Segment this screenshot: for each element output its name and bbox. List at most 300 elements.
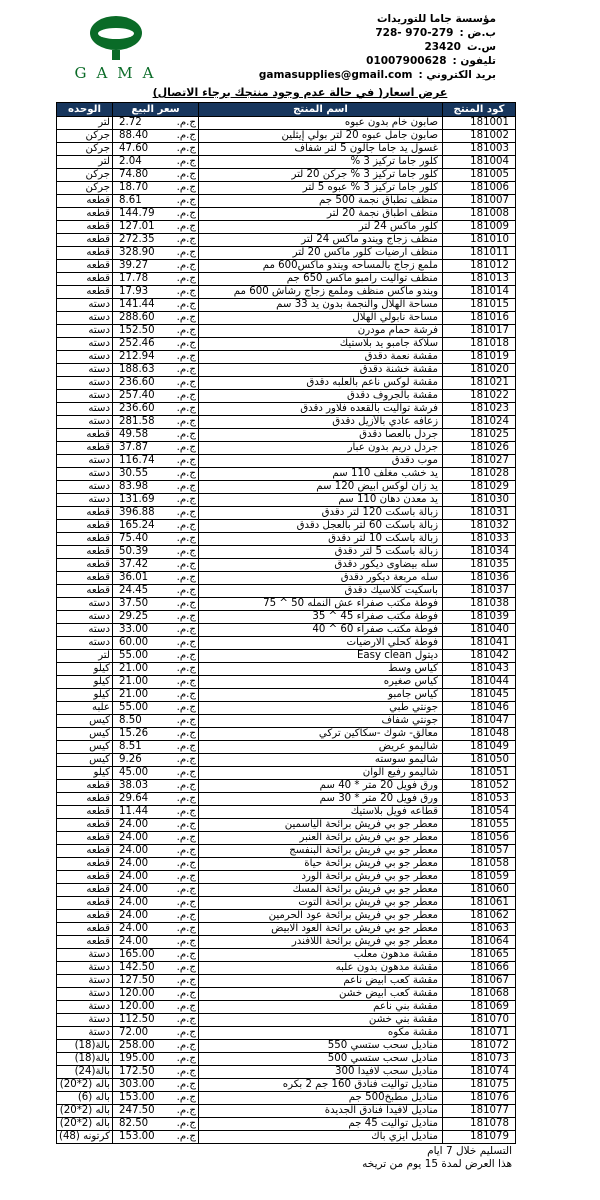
price-value: 9.26 — [119, 754, 142, 765]
cell-code: 181046 — [443, 702, 516, 715]
price-currency: ج.م. — [176, 858, 196, 869]
table-row — [57, 468, 516, 481]
table-row — [57, 897, 516, 910]
cell-name: مساحة الهلال والنجمة بدون يد 33 سم — [199, 299, 443, 312]
price-value: 2.04 — [119, 156, 142, 167]
price-value: 17.78 — [119, 273, 149, 284]
price-currency: ج.م. — [176, 1014, 196, 1025]
price-value: 60.00 — [119, 637, 149, 648]
cell-name: منظف ارضيات كلور ماكس 20 لتر — [199, 247, 443, 260]
price-currency: ج.م. — [176, 741, 196, 752]
price-currency: ج.م. — [176, 286, 196, 297]
table-row — [57, 338, 516, 351]
column-header-unit: الوحده — [57, 103, 113, 117]
cell-name: يد زان لوكس ابيض 120 سم — [199, 481, 443, 494]
cell-unit: قطعه — [57, 858, 113, 871]
cell-price — [113, 559, 199, 572]
cell-name: فوطة كحلي الارضيات — [199, 637, 443, 650]
cell-price — [113, 832, 199, 845]
cell-unit: دسته — [57, 364, 113, 377]
cell-name: مناديل سحب ستسي 550 — [199, 1040, 443, 1053]
price-currency: ج.م. — [176, 507, 196, 518]
cell-code: 181064 — [443, 936, 516, 949]
cell-unit: قطعه — [57, 780, 113, 793]
cell-code: 181032 — [443, 520, 516, 533]
price-value: 303.00 — [119, 1079, 155, 1090]
cell-code: 181055 — [443, 819, 516, 832]
price-currency: ج.م. — [176, 546, 196, 557]
phone-value: 01007900628 — [366, 55, 447, 67]
cell-code: 181034 — [443, 546, 516, 559]
price-currency: ج.م. — [176, 910, 196, 921]
cell-unit: لتر — [57, 117, 113, 130]
cell-code: 181015 — [443, 299, 516, 312]
cell-code: 181036 — [443, 572, 516, 585]
cell-unit: دستة — [57, 1014, 113, 1027]
cell-code: 181073 — [443, 1053, 516, 1066]
cell-code: 181072 — [443, 1040, 516, 1053]
cell-name: معطر جو بي فريش برائحة العود الابيض — [199, 923, 443, 936]
table-row — [57, 819, 516, 832]
table-row — [57, 1092, 516, 1105]
cell-price — [113, 910, 199, 923]
cell-name: جردل دريم بدون عبار — [199, 442, 443, 455]
cell-price — [113, 481, 199, 494]
price-value: 2.72 — [119, 117, 142, 128]
table-row — [57, 949, 516, 962]
cell-code: 181014 — [443, 286, 516, 299]
cell-price — [113, 806, 199, 819]
cell-unit: دسته — [57, 377, 113, 390]
price-value: 39.27 — [119, 260, 149, 271]
cell-unit: كيس — [57, 715, 113, 728]
cell-price — [113, 546, 199, 559]
price-value: 258.00 — [119, 1040, 155, 1051]
cell-price — [113, 208, 199, 221]
price-currency: ج.م. — [176, 637, 196, 648]
price-currency: ج.م. — [176, 403, 196, 414]
cell-name: فوطة مكتب صفراء 60 ^ 40 — [199, 624, 443, 637]
price-value: 49.58 — [119, 429, 149, 440]
price-currency: ج.م. — [176, 117, 196, 128]
price-value: 30.55 — [119, 468, 149, 479]
cell-price — [113, 819, 199, 832]
cell-unit: دسته — [57, 611, 113, 624]
price-currency: ج.م. — [176, 338, 196, 349]
logo-emblem-stem — [112, 50, 120, 60]
cell-code: 181012 — [443, 260, 516, 273]
cell-code: 181001 — [443, 117, 516, 130]
cell-name: ملمع زجاج بالمساحه ويندو ماكس600 مم — [199, 260, 443, 273]
table-row — [57, 1014, 516, 1027]
cell-price — [113, 611, 199, 624]
table-row — [57, 520, 516, 533]
cell-price — [113, 416, 199, 429]
table-row — [57, 1131, 516, 1144]
cell-name: فرشة تواليت بالقعده فلاور دقدق — [199, 403, 443, 416]
cell-unit: جركن — [57, 130, 113, 143]
price-currency: ج.م. — [176, 702, 196, 713]
table-row — [57, 156, 516, 169]
cell-code: 181059 — [443, 871, 516, 884]
cell-price — [113, 767, 199, 780]
cell-name: معطر جو بي فريش برائحة اللافندر — [199, 936, 443, 949]
table-row — [57, 702, 516, 715]
cell-name: معطر جو بي فريش برائحة المسك — [199, 884, 443, 897]
price-value: 29.64 — [119, 793, 149, 804]
price-value: 50.39 — [119, 546, 149, 557]
price-currency: ج.م. — [176, 1053, 196, 1064]
phone-row: تليفون :01007900628 — [366, 55, 496, 67]
cell-name: مقشة مكوه — [199, 1027, 443, 1040]
price-value: 188.63 — [119, 364, 155, 375]
cell-code: 181042 — [443, 650, 516, 663]
cell-unit: دسته — [57, 455, 113, 468]
cell-code: 181020 — [443, 364, 516, 377]
price-currency: ج.م. — [176, 208, 196, 219]
price-currency: ج.م. — [176, 559, 196, 570]
price-currency: ج.م. — [176, 715, 196, 726]
price-currency: ج.م. — [176, 1066, 196, 1077]
cell-name: فرشة حمام مودرن — [199, 325, 443, 338]
price-value: 195.00 — [119, 1053, 155, 1064]
price-currency: ج.م. — [176, 1105, 196, 1116]
cell-code: 181075 — [443, 1079, 516, 1092]
price-currency: ج.م. — [176, 169, 196, 180]
cell-price — [113, 195, 199, 208]
cell-code: 181040 — [443, 624, 516, 637]
price-currency: ج.م. — [176, 793, 196, 804]
cell-unit: دسته — [57, 325, 113, 338]
table-row — [57, 910, 516, 923]
price-currency: ج.م. — [176, 1040, 196, 1051]
cell-price — [113, 598, 199, 611]
cell-unit: دستة — [57, 1027, 113, 1040]
table-row — [57, 572, 516, 585]
cell-price — [113, 988, 199, 1001]
price-currency: ج.م. — [176, 923, 196, 934]
cell-code: 181027 — [443, 455, 516, 468]
cell-unit: دسته — [57, 598, 113, 611]
price-value: 75.40 — [119, 533, 149, 544]
price-value: 24.45 — [119, 585, 149, 596]
price-value: 8.50 — [119, 715, 142, 726]
cell-price — [113, 936, 199, 949]
table-row — [57, 143, 516, 156]
cell-name: موب دقدق — [199, 455, 443, 468]
cell-price — [113, 260, 199, 273]
table-row — [57, 364, 516, 377]
cell-price — [113, 117, 199, 130]
price-value: 24.00 — [119, 936, 149, 947]
price-currency: ج.م. — [176, 585, 196, 596]
cell-code: 181031 — [443, 507, 516, 520]
cell-price — [113, 130, 199, 143]
price-currency: ج.م. — [176, 897, 196, 908]
cell-code: 181039 — [443, 611, 516, 624]
price-currency: ج.م. — [176, 949, 196, 960]
cell-name: منظف زجاج ويندو ماكس 24 لتر — [199, 234, 443, 247]
cell-code: 181076 — [443, 1092, 516, 1105]
cell-price — [113, 221, 199, 234]
cell-code: 181025 — [443, 429, 516, 442]
table-row — [57, 611, 516, 624]
price-value: 47.60 — [119, 143, 149, 154]
price-currency: ج.م. — [176, 884, 196, 895]
price-currency: ج.م. — [176, 364, 196, 375]
price-currency: ج.م. — [176, 936, 196, 947]
cell-name: ديتول Easy clean — [199, 650, 443, 663]
price-value: 24.00 — [119, 910, 149, 921]
cell-unit: دسته — [57, 299, 113, 312]
cell-code: 181016 — [443, 312, 516, 325]
cell-name: سله بيضاوى ديكور دقدق — [199, 559, 443, 572]
price-value: 153.00 — [119, 1092, 155, 1103]
price-currency: ج.م. — [176, 572, 196, 583]
cell-code: 181066 — [443, 962, 516, 975]
cell-price — [113, 455, 199, 468]
price-value: 24.00 — [119, 845, 149, 856]
footer-notes — [212, 1145, 512, 1171]
cell-unit: دستة — [57, 975, 113, 988]
table-row — [57, 715, 516, 728]
cell-unit: دسته — [57, 338, 113, 351]
table-row — [57, 1118, 516, 1131]
table-row — [57, 546, 516, 559]
price-currency: ج.م. — [176, 845, 196, 856]
price-value: 152.50 — [119, 325, 155, 336]
cell-name: زبالة باسكت 60 لتر بالعجل دقدق — [199, 520, 443, 533]
price-value: 55.00 — [119, 650, 149, 661]
cell-price — [113, 1066, 199, 1079]
table-row — [57, 416, 516, 429]
cell-price — [113, 169, 199, 182]
cell-name: صابون جامل عبوه 20 لتر بولي إيثلين — [199, 130, 443, 143]
cell-code: 181067 — [443, 975, 516, 988]
table-row — [57, 741, 516, 754]
price-currency: ج.م. — [176, 988, 196, 999]
price-value: 88.40 — [119, 130, 149, 141]
cell-price — [113, 247, 199, 260]
cell-price — [113, 1014, 199, 1027]
cell-name: زبالة باسكت 120 لتر دقدق — [199, 507, 443, 520]
cell-name: معطر جو بي فريش برائحة البنفسج — [199, 845, 443, 858]
price-currency: ج.م. — [176, 832, 196, 843]
price-currency: ج.م. — [176, 143, 196, 154]
cell-price — [113, 338, 199, 351]
table-row — [57, 273, 516, 286]
price-currency: ج.م. — [176, 195, 196, 206]
cell-code: 181005 — [443, 169, 516, 182]
company-name: مؤسسة جاما للتوريدات — [376, 13, 496, 25]
price-value: 24.00 — [119, 819, 149, 830]
cell-price — [113, 754, 199, 767]
table-row — [57, 247, 516, 260]
cell-price — [113, 624, 199, 637]
pobox-row: ب.ض :728- 970-279 — [375, 27, 496, 39]
cell-name: مقشة بني خشن — [199, 1014, 443, 1027]
cell-unit: قطعه — [57, 585, 113, 598]
price-value: 24.00 — [119, 832, 149, 843]
cell-code: 181045 — [443, 689, 516, 702]
cell-price — [113, 1027, 199, 1040]
price-currency: ج.م. — [176, 871, 196, 882]
cell-unit: قطعه — [57, 845, 113, 858]
cell-code: 181013 — [443, 273, 516, 286]
price-currency: ج.م. — [176, 429, 196, 440]
cell-code: 181069 — [443, 1001, 516, 1014]
cell-name: معطر جو بي فريش برائحة التوت — [199, 897, 443, 910]
cell-code: 181011 — [443, 247, 516, 260]
cell-name: يد خشب مغلف 110 سم — [199, 468, 443, 481]
cell-unit: قطعه — [57, 936, 113, 949]
cell-code: 181028 — [443, 468, 516, 481]
cell-name: فوطة مكتب صفراء عش النمله 50 ^ 75 — [199, 598, 443, 611]
cell-name: مقشة مدهون معلب — [199, 949, 443, 962]
table-row — [57, 325, 516, 338]
price-value: 127.01 — [119, 221, 155, 232]
price-value: 24.00 — [119, 897, 149, 908]
cell-unit: دسته — [57, 481, 113, 494]
price-value: 116.74 — [119, 455, 155, 466]
table-row — [57, 936, 516, 949]
price-value: 29.25 — [119, 611, 149, 622]
cell-price — [113, 156, 199, 169]
table-row — [57, 1001, 516, 1014]
table-row — [57, 806, 516, 819]
price-value: 165.24 — [119, 520, 155, 531]
cell-name: مقشة كعب ابيض ناعم — [199, 975, 443, 988]
cell-price — [113, 676, 199, 689]
cell-unit: قطعه — [57, 247, 113, 260]
table-row — [57, 923, 516, 936]
price-value: 8.51 — [119, 741, 142, 752]
cell-unit: قطعه — [57, 195, 113, 208]
cell-unit: قطعه — [57, 923, 113, 936]
logo-text: GAMA — [74, 64, 164, 82]
cell-code: 181047 — [443, 715, 516, 728]
cell-name: منظف تطباق نجمة 500 جم — [199, 195, 443, 208]
cell-unit: قطعه — [57, 546, 113, 559]
cell-name: كياس وسط — [199, 663, 443, 676]
price-value: 142.50 — [119, 962, 155, 973]
cell-unit: باله (2*20) — [57, 1105, 113, 1118]
table-row — [57, 390, 516, 403]
cell-name: مناديل مطبخ500 جم — [199, 1092, 443, 1105]
cell-unit: كرتونه (48) — [57, 1131, 113, 1144]
price-value: 33.00 — [119, 624, 149, 635]
cell-code: 181007 — [443, 195, 516, 208]
price-value: 37.87 — [119, 442, 149, 453]
table-row — [57, 884, 516, 897]
table-row — [57, 1066, 516, 1079]
cell-price — [113, 650, 199, 663]
cell-code: 181058 — [443, 858, 516, 871]
table-row — [57, 429, 516, 442]
cell-unit: جركن — [57, 143, 113, 156]
table-row — [57, 728, 516, 741]
price-value: 153.00 — [119, 1131, 155, 1142]
table-row — [57, 221, 516, 234]
table-row — [57, 780, 516, 793]
cell-name: سلاكة جامبو يد بلاستيك — [199, 338, 443, 351]
cell-price — [113, 728, 199, 741]
cell-code: 181002 — [443, 130, 516, 143]
cell-name: سله مربعة ديكور دقدق — [199, 572, 443, 585]
company-info — [196, 12, 496, 82]
cell-code: 181030 — [443, 494, 516, 507]
cell-unit: قطعه — [57, 429, 113, 442]
cell-price — [113, 1040, 199, 1053]
cell-unit: دستة — [57, 988, 113, 1001]
cell-price — [113, 533, 199, 546]
cell-unit: دسته — [57, 351, 113, 364]
cell-unit: قطعه — [57, 884, 113, 897]
cell-price — [113, 507, 199, 520]
table-row — [57, 663, 516, 676]
cell-unit: قطعه — [57, 819, 113, 832]
cell-name: مقشة بالجروف دقدق — [199, 390, 443, 403]
cell-code: 181077 — [443, 1105, 516, 1118]
table-row — [57, 130, 516, 143]
cell-price — [113, 663, 199, 676]
cell-name: مناديل تواليت 45 جم — [199, 1118, 443, 1131]
cell-code: 181065 — [443, 949, 516, 962]
cell-unit: دسته — [57, 390, 113, 403]
cell-name: مقشة كعب ابيض خشن — [199, 988, 443, 1001]
price-value: 24.00 — [119, 884, 149, 895]
price-currency: ج.م. — [176, 819, 196, 830]
cell-price — [113, 1092, 199, 1105]
price-value: 8.61 — [119, 195, 142, 206]
cell-price — [113, 429, 199, 442]
price-value: 112.50 — [119, 1014, 155, 1025]
cell-price — [113, 143, 199, 156]
pobox-value: 728- 970-279 — [375, 27, 454, 39]
price-currency: ج.م. — [176, 130, 196, 141]
cell-code: 181061 — [443, 897, 516, 910]
price-currency: ج.م. — [176, 1131, 196, 1142]
price-value: 74.80 — [119, 169, 149, 180]
price-value: 144.79 — [119, 208, 155, 219]
cell-price — [113, 403, 199, 416]
price-value: 83.98 — [119, 481, 149, 492]
price-currency: ج.م. — [176, 312, 196, 323]
cell-name: مقشة نعمة دقدق — [199, 351, 443, 364]
cell-name: زعافه عادي بالأزيل دقدق — [199, 416, 443, 429]
cell-unit: قطعه — [57, 507, 113, 520]
price-value: 212.94 — [119, 351, 155, 362]
cell-code: 181068 — [443, 988, 516, 1001]
table-row — [57, 871, 516, 884]
price-value: 120.00 — [119, 988, 155, 999]
cell-code: 181029 — [443, 481, 516, 494]
cell-name: قطاعه فويل بلاستيك — [199, 806, 443, 819]
price-currency: ج.م. — [176, 455, 196, 466]
price-value: 36.01 — [119, 572, 149, 583]
cell-name: شاليمو عريض — [199, 741, 443, 754]
table-row — [57, 1079, 516, 1092]
cell-unit: دستة — [57, 949, 113, 962]
price-currency: ج.م. — [176, 494, 196, 505]
cell-code: 181004 — [443, 156, 516, 169]
table-row — [57, 624, 516, 637]
table-row — [57, 598, 516, 611]
table-row — [57, 286, 516, 299]
cell-name: ورق فويل 20 متر * 40 سم — [199, 780, 443, 793]
cell-code: 181063 — [443, 923, 516, 936]
table-row — [57, 481, 516, 494]
